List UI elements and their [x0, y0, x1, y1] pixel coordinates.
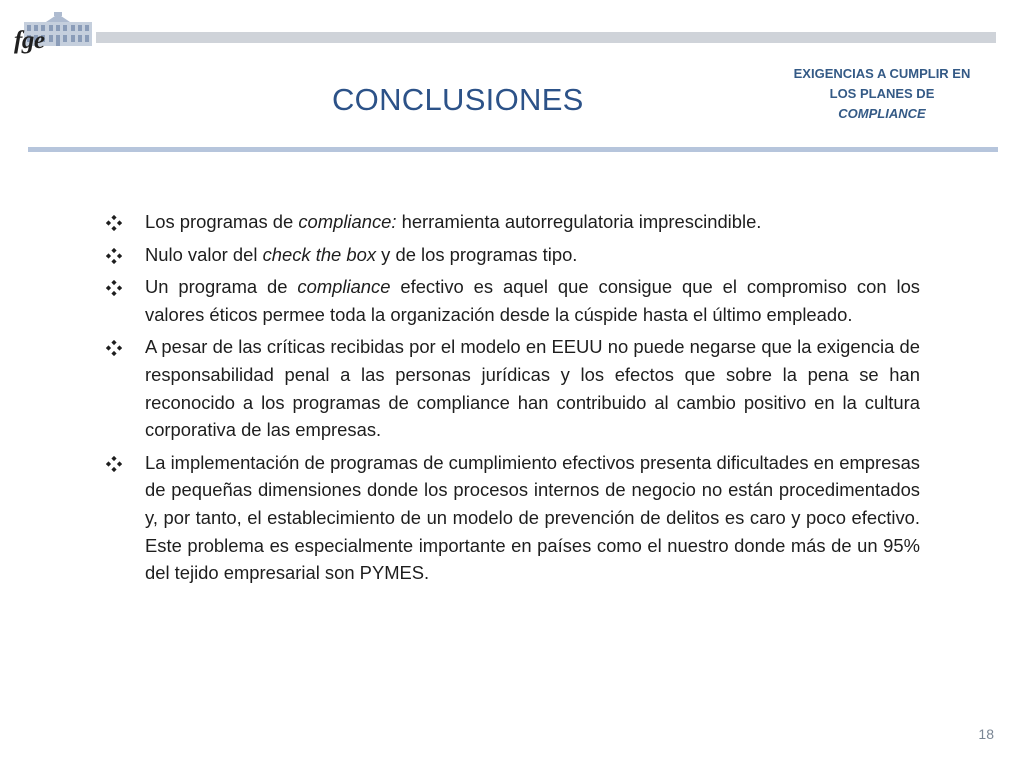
four-diamond-bullet-icon — [106, 280, 122, 296]
section-label-line-1: EXIGENCIAS A CUMPLIR EN — [793, 66, 971, 81]
bullet-text: A pesar de las críticas recibidas por el modelo en EEUU no puede negarse que la exigencia de responsabilidad penal a las personas jurídicas y los efectos que sobre la pena se han reconocido a los programas de compliance han contribuido al cambio positivo en la cultura corporativa de las empresas. — [145, 336, 920, 441]
four-diamond-bullet-icon — [106, 340, 122, 356]
fge-logo-text: fge — [14, 27, 45, 54]
bullet-text: Los programas de — [145, 211, 299, 232]
section-label — [772, 64, 992, 124]
header-top-rule — [96, 32, 996, 43]
bullet-emphasis-text: check the box — [262, 243, 377, 265]
conclusions-list — [106, 208, 920, 592]
bullet-text: La implementación de programas de cumplimiento efectivos presenta dificultades en empresas de pequeñas dimensiones donde los procesos internos de negocio no están procedimentados y, por tanto, el establecimiento de un modelo de prevención de delitos es caro y poco efectivo. Este problema es especialmente importante en países como el nuestro donde más de un 95% del tejido empresarial son PYMES. — [145, 451, 920, 584]
four-diamond-bullet-icon — [106, 215, 122, 231]
bullet-emphasis-text: compliance — [297, 276, 391, 298]
bullet-item — [106, 449, 920, 587]
bullet-item — [106, 333, 920, 443]
bullet-text: y de los programas tipo. — [376, 243, 578, 265]
page-title: CONCLUSIONES — [332, 82, 584, 117]
title-underline-rule — [28, 147, 998, 152]
bullet-emphasis-text: compliance: — [298, 211, 397, 232]
bullet-item — [106, 273, 920, 328]
bullet-text: herramienta autorregulatoria imprescindible. — [396, 211, 762, 232]
bullet-item — [106, 241, 920, 269]
bullet-text: efectivo es aquel que consigue que el compromiso con los valores éticos permee toda la organización desde la cúspide hasta el último empleado. — [145, 276, 920, 325]
page-number: 18 — [978, 726, 994, 742]
four-diamond-bullet-icon — [106, 248, 122, 264]
bullet-text: Un programa de — [145, 276, 298, 298]
bullet-item — [106, 208, 920, 236]
section-label-line-3: COMPLIANCE — [838, 106, 926, 121]
section-label-line-2: LOS PLANES DE — [829, 86, 935, 101]
four-diamond-bullet-icon — [106, 456, 122, 472]
bullet-text: Nulo valor del — [145, 243, 263, 265]
